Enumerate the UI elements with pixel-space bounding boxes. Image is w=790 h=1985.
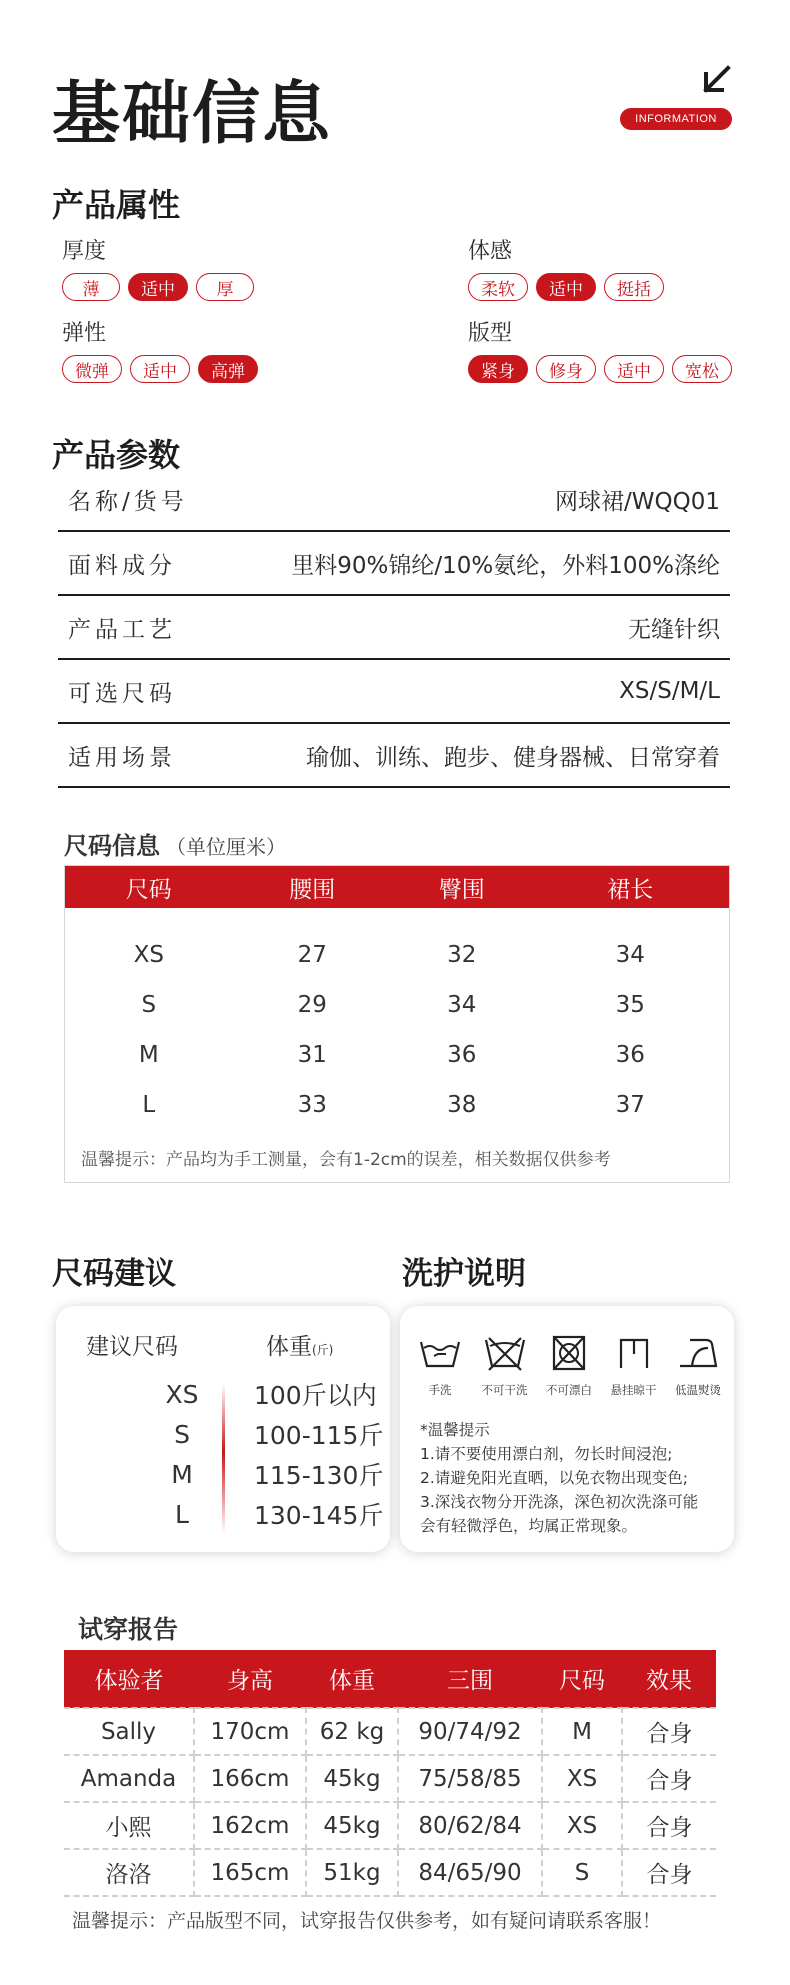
care-tips — [420, 1418, 742, 1538]
care-label: 不可漂白 — [546, 1383, 592, 1397]
table-cell: 162cm — [194, 1802, 306, 1849]
column-header: 裙长 — [607, 876, 654, 903]
table-row — [64, 1708, 716, 1755]
table-cell: 38 — [447, 1092, 477, 1118]
table-cell: 36 — [447, 1042, 477, 1068]
table-cell: 合身 — [622, 1708, 716, 1755]
care-icons — [408, 1334, 730, 1398]
recommend-weight-header-text: 体重 — [266, 1334, 312, 1360]
column-header: 臀围 — [438, 876, 485, 903]
recommend-sizes — [112, 1374, 252, 1534]
param-row — [58, 596, 730, 660]
care-item — [666, 1334, 730, 1398]
recommend-size: L — [175, 1499, 189, 1529]
care-item — [473, 1334, 537, 1398]
column-header: 身高 — [194, 1650, 306, 1708]
param-key: 适用场景 — [68, 744, 176, 771]
care-card — [400, 1306, 734, 1552]
care-tip: *温馨提示 — [420, 1421, 490, 1439]
care-tip: 2.请避免阳光直晒，以免衣物出现变色; — [420, 1469, 689, 1487]
table-row — [65, 1080, 729, 1130]
table-cell: 84/65/90 — [398, 1849, 542, 1896]
size-note: 温馨提示：产品均为手工测量，会有1-2cm的误差，相关数据仅供参考 — [81, 1150, 611, 1170]
param-row — [58, 532, 730, 596]
table-cell: 34 — [615, 942, 645, 968]
table-cell: 62 kg — [306, 1708, 398, 1755]
recommend-weight-header — [266, 1328, 333, 1361]
table-cell: 166cm — [194, 1755, 306, 1802]
chip-option-selected: 适中 — [128, 273, 188, 301]
recommend-size: M — [171, 1459, 193, 1489]
attr-label: 体感 — [468, 239, 513, 264]
chip-option: 适中 — [604, 355, 664, 383]
table-row — [65, 930, 729, 980]
recommend-weight: 100斤以内 — [254, 1381, 377, 1410]
size-info-title — [64, 826, 286, 861]
table-cell: XS — [133, 942, 164, 968]
param-row — [58, 468, 730, 532]
param-row — [58, 724, 730, 788]
care-title: 洗护说明 — [402, 1256, 526, 1292]
table-row — [65, 1030, 729, 1080]
care-label: 手洗 — [428, 1383, 452, 1397]
param-value: 瑜伽、训练、跑步、健身器械、日常穿着 — [306, 744, 720, 771]
recommend-weight: 100-115斤 — [254, 1421, 384, 1450]
param-value: 网球裙/WQQ01 — [555, 488, 720, 515]
table-header-row — [64, 1650, 716, 1708]
table-cell: 35 — [615, 992, 645, 1018]
chip-option: 微弹 — [62, 355, 122, 383]
table-row — [64, 1849, 716, 1896]
table-cell: 37 — [615, 1092, 645, 1118]
param-key: 产品工艺 — [68, 616, 176, 643]
table-cell: L — [142, 1092, 156, 1118]
table-row — [64, 1755, 716, 1802]
divider — [222, 1384, 225, 1534]
care-tip: 3.深浅衣物分开洗涤，深色初次洗涤可能 — [420, 1493, 699, 1511]
table-cell: 34 — [447, 992, 477, 1018]
attr-fit — [468, 316, 732, 383]
attr-thickness — [62, 234, 254, 301]
column-header: 体验者 — [64, 1650, 194, 1708]
information-badge: INFORMATION — [620, 108, 732, 130]
chip-option: 薄 — [62, 273, 120, 301]
param-key: 可选尺码 — [68, 680, 176, 707]
try-on-table — [64, 1650, 716, 1897]
recommend-weight: 115-130斤 — [254, 1461, 384, 1490]
try-on-note: 温馨提示：产品版型不同，试穿报告仅供参考，如有疑问请联系客服！ — [72, 1910, 662, 1932]
hand-wash-icon — [418, 1334, 462, 1372]
table-cell: 36 — [615, 1042, 645, 1068]
table-cell: XS — [542, 1802, 622, 1849]
try-on-title: 试穿报告 — [78, 1615, 179, 1644]
low-iron-icon — [676, 1334, 720, 1372]
recommend-weight-unit: (斤) — [312, 1343, 334, 1357]
chip-option: 宽松 — [672, 355, 732, 383]
recommend-size: XS — [165, 1379, 199, 1409]
chip-option: 柔软 — [468, 273, 528, 301]
care-item — [537, 1334, 601, 1398]
no-bleach-icon — [547, 1334, 591, 1372]
params-title: 产品参数 — [52, 436, 181, 474]
column-header: 效果 — [622, 1650, 716, 1708]
care-item — [408, 1334, 472, 1398]
recommend-title: 尺码建议 — [52, 1256, 176, 1292]
table-cell: Amanda — [64, 1755, 194, 1802]
table-cell: M — [138, 1042, 159, 1068]
care-tip: 1.请不要使用漂白剂，勿长时间浸泡; — [420, 1445, 673, 1463]
param-value: XS/S/M/L — [619, 678, 720, 704]
table-cell: 45kg — [306, 1802, 398, 1849]
chip-option-selected: 紧身 — [468, 355, 528, 383]
page-title: 基础信息 — [52, 75, 333, 154]
table-row — [64, 1802, 716, 1849]
column-header: 三围 — [398, 1650, 542, 1708]
attr-feel — [468, 234, 664, 301]
chip-option: 修身 — [536, 355, 596, 383]
table-cell: 洛洛 — [64, 1849, 194, 1896]
attr-elasticity — [62, 316, 258, 383]
attributes-title: 产品属性 — [52, 186, 181, 224]
no-dry-clean-icon — [483, 1334, 527, 1372]
care-item — [602, 1334, 666, 1398]
table-cell: XS — [542, 1755, 622, 1802]
table-cell: 90/74/92 — [398, 1708, 542, 1755]
chip-option: 挺括 — [604, 273, 664, 301]
column-header: 体重 — [306, 1650, 398, 1708]
column-header: 腰围 — [289, 876, 336, 903]
care-label: 不可干洗 — [481, 1383, 528, 1397]
param-key: 面料成分 — [68, 552, 176, 579]
table-cell: 170cm — [194, 1708, 306, 1755]
recommend-size: S — [174, 1419, 190, 1449]
table-cell: 29 — [297, 992, 327, 1018]
param-row — [58, 660, 730, 724]
table-cell: 51kg — [306, 1849, 398, 1896]
table-cell: S — [141, 992, 157, 1018]
recommend-weights — [254, 1374, 383, 1534]
care-label: 低温熨烫 — [675, 1383, 721, 1397]
recommend-size-header: 建议尺码 — [86, 1334, 178, 1360]
chip-option: 厚 — [196, 273, 254, 301]
attr-label: 弹性 — [62, 321, 107, 346]
attr-label: 厚度 — [62, 239, 107, 264]
table-cell: Sally — [64, 1708, 194, 1755]
column-header: 尺码 — [125, 876, 172, 903]
arrow-down-left-icon — [700, 64, 732, 96]
table-cell: 80/62/84 — [398, 1802, 542, 1849]
table-cell: 75/58/85 — [398, 1755, 542, 1802]
chip-option-selected: 适中 — [536, 273, 596, 301]
table-cell: 31 — [297, 1042, 327, 1068]
table-cell: 27 — [297, 942, 327, 968]
chip-option-selected: 高弹 — [198, 355, 258, 383]
size-info-title-text: 尺码信息 — [64, 832, 160, 860]
table-cell: 合身 — [622, 1849, 716, 1896]
chip-option: 适中 — [130, 355, 190, 383]
attr-label: 版型 — [468, 321, 513, 346]
table-cell: 165cm — [194, 1849, 306, 1896]
param-key: 名称/货号 — [68, 488, 188, 515]
recommend-weight: 130-145斤 — [254, 1501, 384, 1530]
size-table — [64, 865, 730, 1183]
table-cell: 32 — [447, 942, 477, 968]
care-label: 悬挂晾干 — [610, 1383, 657, 1397]
table-cell: 45kg — [306, 1755, 398, 1802]
recommend-card — [56, 1306, 390, 1552]
table-cell: 33 — [297, 1092, 327, 1118]
table-cell: 合身 — [622, 1802, 716, 1849]
column-header: 尺码 — [542, 1650, 622, 1708]
table-cell: 小熙 — [64, 1802, 194, 1849]
size-table-header — [65, 866, 729, 908]
size-info-unit: （单位厘米） — [166, 835, 286, 859]
param-value: 无缝针织 — [628, 616, 720, 643]
table-cell: M — [542, 1708, 622, 1755]
param-value: 里料90%锦纶/10%氨纶，外料100%涤纶 — [291, 552, 720, 579]
table-cell: 合身 — [622, 1755, 716, 1802]
care-tip: 会有轻微浮色，均属正常现象。 — [420, 1517, 638, 1535]
table-cell: S — [542, 1849, 622, 1896]
table-row — [65, 980, 729, 1030]
hang-dry-icon — [612, 1334, 656, 1372]
